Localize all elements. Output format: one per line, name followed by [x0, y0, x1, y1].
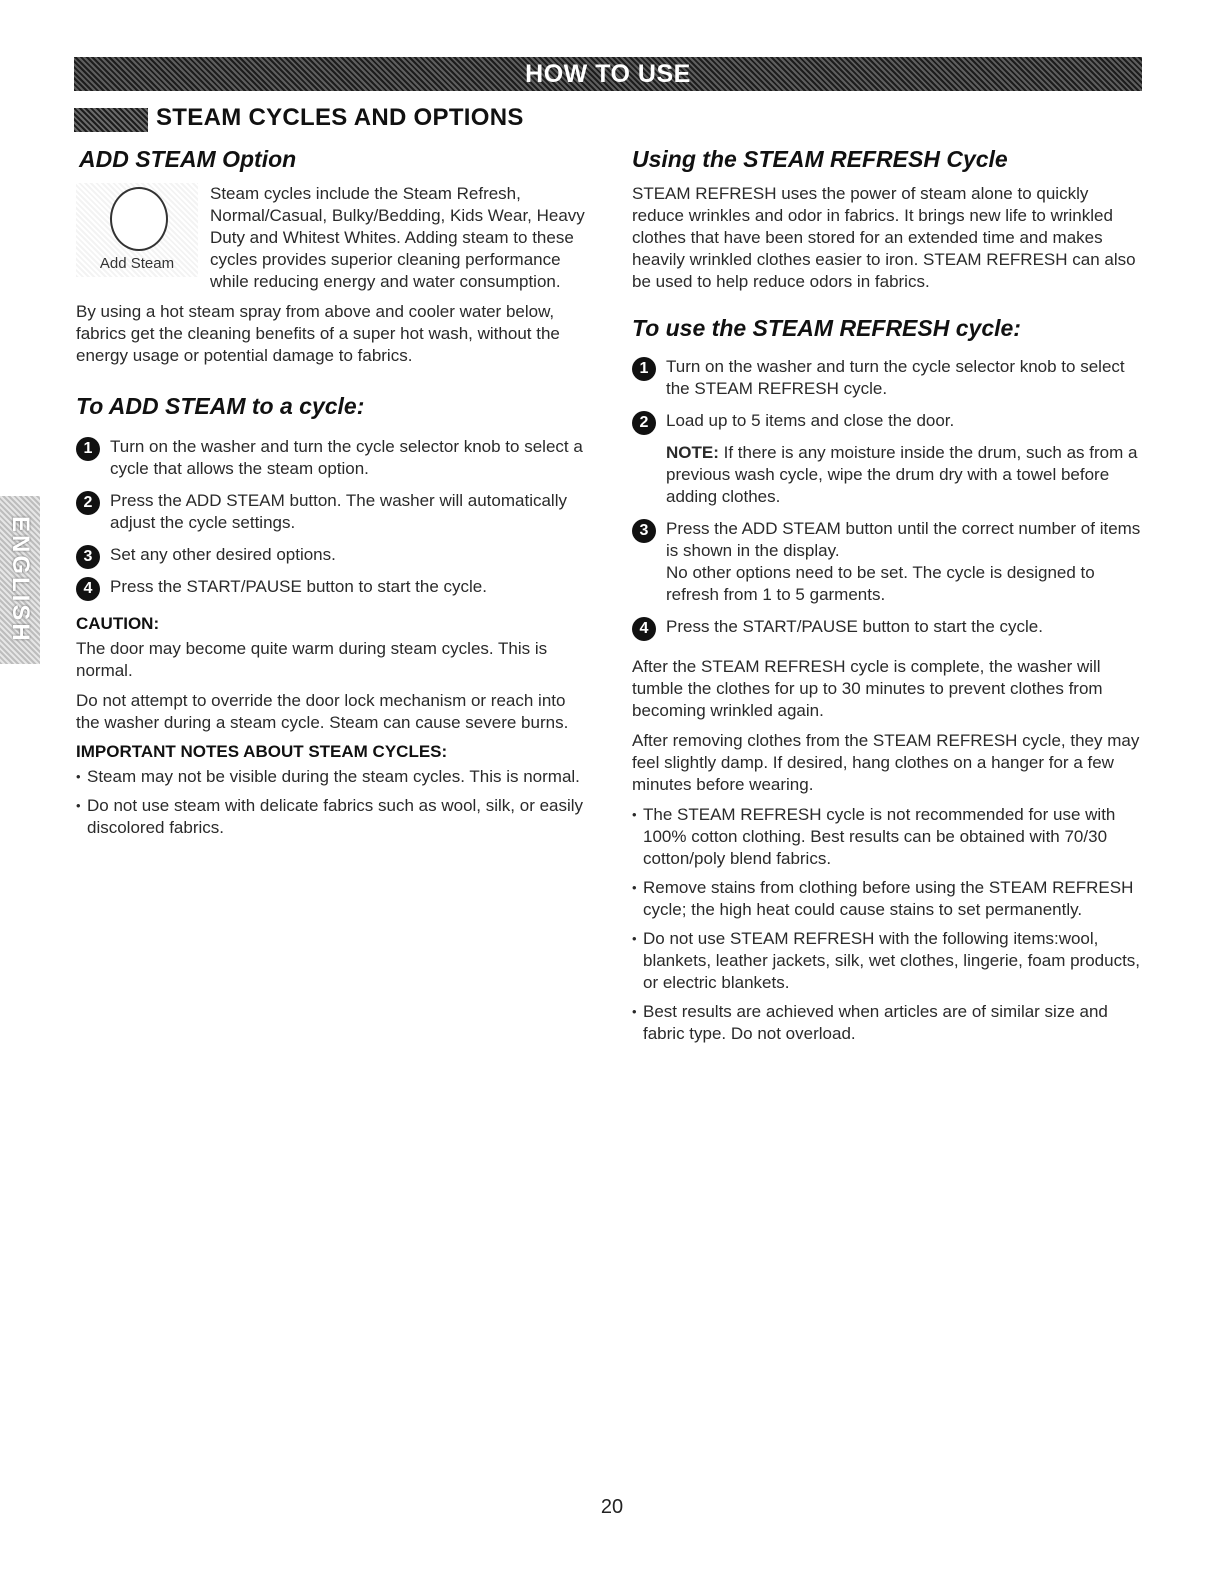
step-number-icon: 4	[632, 617, 656, 641]
caution-text-2: Do not attempt to override the door lock mechanism or reach into the washer during a steam cycle. Steam can cause severe burns.	[76, 691, 569, 732]
to-use-steam-refresh-heading: To use the STEAM REFRESH cycle:	[632, 315, 1021, 341]
important-note: • Steam may not be visible during the steam cycles. This is normal.	[76, 766, 586, 788]
step-text: Turn on the washer and turn the cycle selector knob to select a cycle that allows the steam option.	[110, 437, 583, 478]
using-steam-refresh-text: STEAM REFRESH uses the power of steam alone to quickly reduce wrinkles and odor in fabrics. It brings new life to wrinkled clothes that have been stored for an extended time and makes heavily wrinkled clothes easier to iron. STEAM REFRESH can also be used to help reduce odors in fabrics.	[632, 184, 1136, 291]
language-tab-label: ENGLISH	[7, 516, 34, 644]
add-steam-figure-label: Add Steam	[99, 255, 175, 272]
important-note: • Do not use steam with delicate fabrics such as wool, silk, or easily discolored fabrics.	[76, 795, 586, 839]
step-number-icon: 3	[632, 519, 656, 543]
steam-refresh-step	[632, 518, 1142, 606]
note-text: If there is any moisture inside the drum, such as from a previous wash cycle, wipe the drum dry with a towel before adding clothes.	[666, 443, 1138, 506]
language-tab	[0, 496, 40, 664]
steam-refresh-step	[632, 356, 1142, 400]
step-number-icon: 3	[76, 545, 100, 569]
steam-refresh-note: • Do not use STEAM REFRESH with the following items:wool, blankets, leather jackets, silk, wet clothes, lingerie, foam products, or electric blankets.	[632, 928, 1142, 994]
right-column	[632, 146, 1142, 1052]
note-label: NOTE:	[666, 443, 719, 462]
to-add-steam-heading: To ADD STEAM to a cycle:	[76, 393, 365, 419]
step-number-icon: 1	[632, 357, 656, 381]
steam-refresh-step	[632, 616, 1142, 638]
step-text: Turn on the washer and turn the cycle selector knob to select the STEAM REFRESH cycle.	[666, 357, 1125, 398]
add-steam-button-illustration	[76, 183, 198, 277]
caution-text-1: The door may become quite warm during steam cycles. This is normal.	[76, 639, 548, 680]
section-title: STEAM CYCLES AND OPTIONS	[156, 104, 524, 131]
step-number-icon: 4	[76, 577, 100, 601]
left-column	[76, 146, 586, 846]
header-banner	[74, 57, 1142, 91]
section-marker	[74, 108, 148, 132]
after-cycle-text-2: After removing clothes from the STEAM REFRESH cycle, they may feel slightly damp. If desired, hang clothes on a hanger for a few minutes before wearing.	[632, 731, 1140, 794]
add-steam-steps	[76, 436, 586, 598]
step-number-icon: 2	[76, 491, 100, 515]
step-number-icon: 1	[76, 437, 100, 461]
caution-label: CAUTION:	[76, 614, 160, 633]
step-number-icon: 2	[632, 411, 656, 435]
step-text: Load up to 5 items and close the door.	[666, 411, 955, 430]
add-steam-intro	[76, 183, 586, 301]
steam-refresh-steps	[632, 356, 1142, 638]
add-steam-intro-text: Steam cycles include the Steam Refresh, Normal/Casual, Bulky/Bedding, Kids Wear, Heavy Duty and Whitest Whites. Adding steam to these cycles provides superior cleaning performance while reducing energy and water consumption.	[210, 184, 585, 291]
note-block	[666, 442, 1142, 508]
important-notes-label: IMPORTANT NOTES ABOUT STEAM CYCLES:	[76, 742, 448, 761]
steam-refresh-note: • Best results are achieved when articles are of similar size and fabric type. Do not overload.	[632, 1001, 1142, 1045]
add-steam-step	[76, 576, 586, 598]
using-steam-refresh-heading: Using the STEAM REFRESH Cycle	[632, 146, 1008, 172]
add-steam-step	[76, 490, 586, 534]
step-text: Set any other desired options.	[110, 545, 336, 564]
steam-refresh-step	[632, 410, 1142, 508]
step-text: Press the ADD STEAM button until the correct number of items is shown in the display.	[666, 519, 1141, 560]
after-cycle-text-1: After the STEAM REFRESH cycle is complete, the washer will tumble the clothes for up to 30 minutes to prevent clothes from becoming wrinkled again.	[632, 657, 1103, 720]
add-steam-heading: ADD STEAM Option	[79, 146, 297, 172]
step-extra-text: No other options need to be set. The cycle is designed to refresh from 1 to 5 garments.	[666, 563, 1095, 604]
step-text: Press the START/PAUSE button to start the cycle.	[666, 617, 1043, 636]
page-number: 20	[600, 1496, 624, 1518]
step-text: Press the START/PAUSE button to start the cycle.	[110, 577, 487, 596]
steam-refresh-note: • The STEAM REFRESH cycle is not recommended for use with 100% cotton clothing. Best results can be obtained with 70/30 cotton/poly blend fabrics.	[632, 804, 1142, 870]
hot-steam-paragraph: By using a hot steam spray from above and cooler water below, fabrics get the cleaning benefits of a super hot wash, without the energy usage or potential damage to fabrics.	[76, 302, 560, 365]
step-text: Press the ADD STEAM button. The washer will automatically adjust the cycle settings.	[110, 491, 567, 532]
add-steam-step	[76, 544, 586, 566]
steam-refresh-note: • Remove stains from clothing before using the STEAM REFRESH cycle; the high heat could cause stains to set permanently.	[632, 877, 1142, 921]
banner-title: HOW TO USE	[525, 59, 691, 88]
add-steam-button-icon	[110, 187, 168, 251]
important-notes-list	[76, 766, 586, 839]
add-steam-step	[76, 436, 586, 480]
steam-refresh-notes	[632, 804, 1142, 1045]
